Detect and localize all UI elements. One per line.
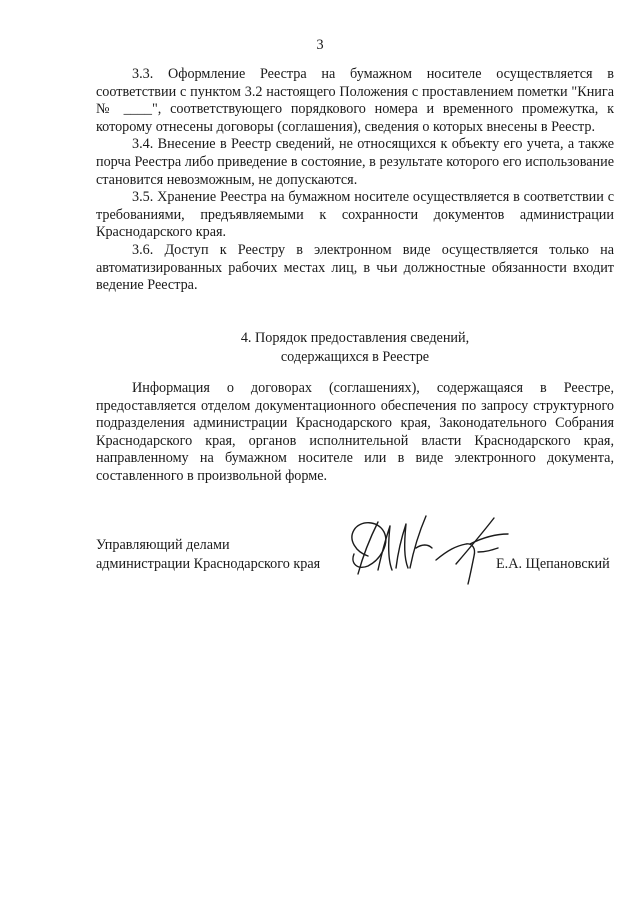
section3-body [96,66,614,295]
signatory-title [96,536,320,574]
paragraph-3-3: 3.3. Оформление Реестра на бумажном носителе осуществляется в соответствии с пунктом 3.2 настоящего Положения с проставлением пометки "Книга № ____", соответствующего порядкового номера и временного промежутка, к которому отнесены договоры (соглашения), сведения о которых внесены в Реестр. [96,66,614,135]
paragraph-3-4: 3.4. Внесение в Реестр сведений, не относящихся к объекту его учета, а также порча Реестра либо приведение в состояние, в результате которого его использование становится невозможным, не допускаются. [96,136,614,188]
signatory-title-line1: Управляющий делами [96,537,230,553]
paragraph-4: Информация о договорах (соглашениях), содержащаяся в Реестре, предоставляется отделом документационного обеспечения по запросу структурного подразделения администрации Краснодарского края, Законодательного Собрания Краснодарского края, органов исполнительной власти Краснодарского края, направленному на бумажном носителе или в виде электронного документа, составленного в произвольной форме. [96,380,614,484]
section-4-heading-line2: содержащихся в Реестре [280,349,430,365]
section4-body [96,380,614,486]
page-number: 3 [316,37,324,53]
paragraph-3-6: 3.6. Доступ к Реестру в электронном виде осуществляется только на автоматизированных рабочих местах лиц, в чьи должностные обязанности входит ведение Реестра. [96,241,614,294]
signatory-name: Е.А. Щепановский [496,556,610,572]
section-4-heading-line1: 4. Порядок предоставления сведений, [240,330,470,346]
section-4-heading [96,329,614,367]
handwritten-signature [338,504,518,590]
paragraph-3-5: 3.5. Хранение Реестра на бумажном носителе осуществляется в соответствии с требованиями, предъявляемыми к сохранности документов администрации Краснодарского края. [96,189,614,241]
signatory-title-line2: администрации Краснодарского края [96,556,321,572]
